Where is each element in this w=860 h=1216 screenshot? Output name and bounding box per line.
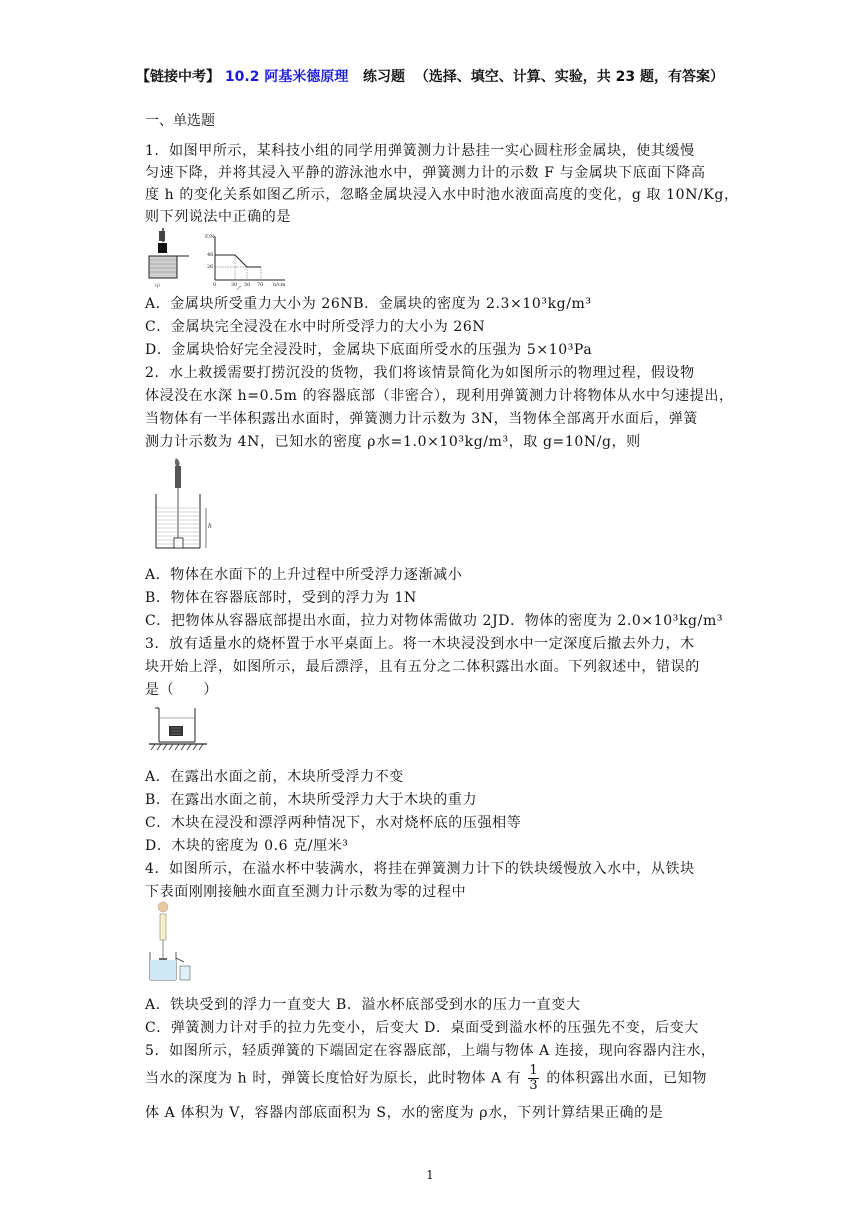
fraction-one-third <box>528 1064 539 1093</box>
q1-figure <box>145 226 295 290</box>
q1-line2: 匀速下降，并将其浸入平静的游泳池水中，弹簧测力计的示数 F 与金属块下底面下降高 <box>145 165 706 181</box>
graph-x3: 70 <box>257 282 264 288</box>
fig-label-right: 乙 <box>237 286 243 290</box>
q3-line2: 块开始上浮，如图所示，最后漂浮，且有五分之二体积露出水面。下列叙述中，错误的 <box>145 659 700 675</box>
force-height-graph <box>205 234 286 290</box>
q4-line2: 下表面刚刚接触水面直至测力计示数为零的过程中 <box>145 884 467 900</box>
fraction-numerator: 1 <box>529 1063 539 1078</box>
q3-option-a: A．在露出水面之前，木块所受浮力不变 <box>145 769 404 785</box>
q4-option-ab: A．铁块受到的浮力一直变大 B．溢水杯底部受到水的压力一直变大 <box>145 997 581 1013</box>
graph-x2: 50 <box>244 282 251 288</box>
q3-figure <box>145 704 211 752</box>
q5-line2 <box>145 1064 707 1093</box>
title-chapter: 10.2 阿基米德原理 <box>224 69 349 85</box>
q3-line1: 3．放有适量水的烧杯置于水平桌面上。将一木块浸没到水中一定深度后撤去外力，木 <box>145 636 695 652</box>
title-kind: 练习题 <box>362 69 405 85</box>
q2-option-cd: C．把物体从容器底部提出水面，拉力对物体需做功 2JD．物体的密度为 2.0×10³kg/m³ <box>145 613 724 629</box>
q5-line2-post: 的体积露出水面，已知物 <box>546 1070 707 1087</box>
section-title: 一、单选题 <box>145 113 215 129</box>
q2-line3: 当物体有一半体积露出水面时，弹簧测力计示数为 3N，当物体全部离开水面后，弹簧 <box>145 411 699 427</box>
q2-line1: 2．水上救援需要打捞沉没的货物，我们将该情景简化为如图所示的物理过程，假设物 <box>145 365 695 381</box>
fraction-denominator: 3 <box>529 1078 539 1093</box>
q2-option-b: B．物体在容器底部时，受到的浮力为 1N <box>145 590 417 606</box>
graph-y-axis-label: F/N <box>205 234 215 240</box>
q2-fig-label-h: h <box>208 523 212 530</box>
graph-x-axis-label: h/cm <box>273 282 286 288</box>
graph-y2: 26 <box>207 264 214 270</box>
q3-option-c: C．木块在浸没和漂浮两种情况下，水对烧杯底的压强相等 <box>145 815 522 831</box>
worksheet-title <box>0 66 860 86</box>
q5-line1: 5．如图所示，轻质弹簧的下端固定在容器底部，上端与物体 A 连接，现向容器内注水， <box>145 1043 716 1059</box>
graph-y1: 46 <box>207 252 214 258</box>
q1-line4: 则下列说法中正确的是 <box>145 209 291 225</box>
q3-line3: 是（ ） <box>145 682 218 698</box>
title-info: （选择、填空、计算、实验，共 23 题，有答案） <box>414 69 724 85</box>
q3-option-b: B．在露出水面之前，木块所受浮力大于木块的重力 <box>145 792 478 808</box>
q1-option-d: D．金属块恰好完全浸没时，金属块下底面所受水的压强为 5×10³Pa <box>145 342 593 358</box>
q4-option-cd: C．弹簧测力计对手的拉力先变小，后变大 D．桌面受到溢水杯的压强先不变，后变大 <box>145 1020 699 1036</box>
q2-figure <box>150 456 216 554</box>
q2-line4: 测力计示数为 4N，已知水的密度 ρ水=1.0×10³kg/m³，取 g=10N/g，则 <box>145 434 641 450</box>
fig-label-left: 甲 <box>155 284 161 290</box>
q1-option-c: C．金属块完全浸没在水中时所受浮力的大小为 26N <box>145 319 486 335</box>
q2-option-a: A．物体在水面下的上升过程中所受浮力逐渐减小 <box>145 567 463 583</box>
q1-line1: 1．如图甲所示，某科技小组的同学用弹簧测力计悬挂一实心圆柱形金属块，使其缓慢 <box>145 143 695 159</box>
q3-option-d: D．木块的密度为 0.6 克/厘米³ <box>145 838 349 854</box>
q1-option-ab: A．金属块所受重力大小为 26NB．金属块的密度为 2.3×10³kg/m³ <box>145 296 592 312</box>
q4-line1: 4．如图所示，在溢水杯中装满水，将挂在弹簧测力计下的铁块缓慢放入水中，从铁块 <box>145 861 695 877</box>
q4-figure <box>146 900 192 984</box>
page-number: 1 <box>426 1168 434 1182</box>
q5-line3: 体 A 体积为 V，容器内部底面积为 S，水的密度为 ρ水，下列计算结果正确的是 <box>145 1105 664 1121</box>
graph-x1: 30 <box>231 282 238 288</box>
pool-diagram <box>149 228 189 290</box>
graph-x0: 0 <box>213 282 217 288</box>
title-bracket: 【链接中考】 <box>136 69 221 85</box>
q2-line2: 体浸没在水深 h=0.5m 的容器底部（非密合），现利用弹簧测力计将物体从水中匀速提出， <box>145 388 734 404</box>
q5-line2-pre: 当水的深度为 h 时，弹簧长度恰好为原长，此时物体 A 有 <box>145 1070 522 1087</box>
q1-line3: 度 h 的变化关系如图乙所示，忽略金属块浸入水中时池水液面高度的变化，g 取 10N/Kg， <box>145 187 739 203</box>
